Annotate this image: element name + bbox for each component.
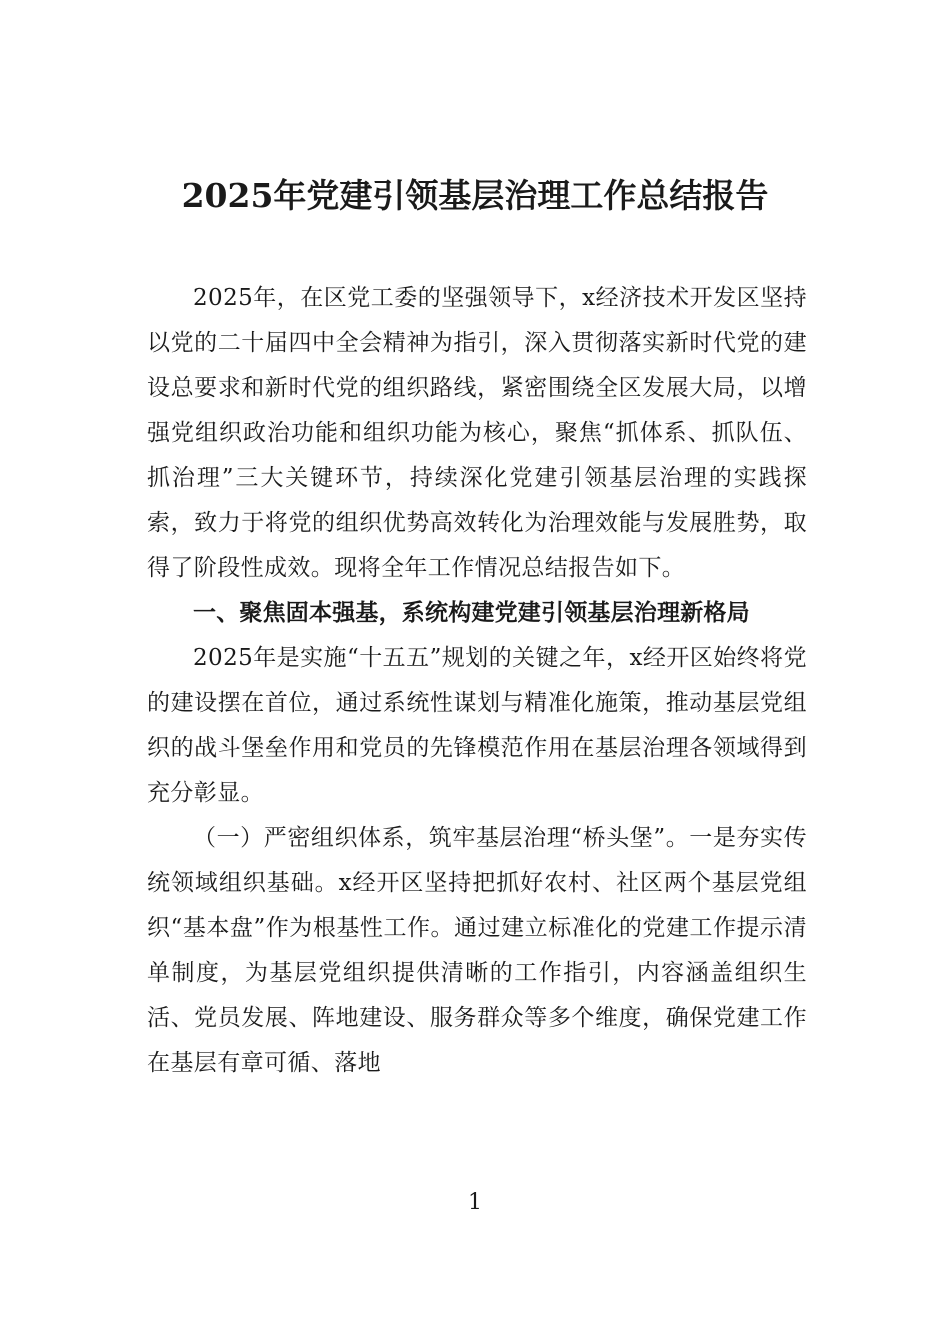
document-body bbox=[147, 276, 807, 1086]
subsection-1-paragraph: （一）严密组织体系，筑牢基层治理“桥头堡”。一是夯实传统领域组织基础。x经开区坚持把抓好农村、社区两个基层党组织“基本盘”作为根基性工作。通过建立标准化的党建工作提示清单制度，为基层党组织提供清晰的工作指引，内容涵盖组织生活、党员发展、阵地建设、服务群众等多个维度，确保党建工作在基层有章可循、落地 bbox=[147, 825, 807, 1076]
section-1-paragraph: 2025年是实施“十五五”规划的关键之年，x经开区始终将党的建设摆在首位，通过系统性谋划与精准化施策，推动基层党组织的战斗堡垒作用和党员的先锋模范作用在基层治理各领域得到充分彰显。 bbox=[147, 645, 807, 806]
document-title: 2025年党建引领基层治理工作总结报告 bbox=[181, 176, 769, 215]
section-heading-1: 一、聚焦固本强基，系统构建党建引领基层治理新格局 bbox=[193, 600, 750, 626]
intro-paragraph: 2025年，在区党工委的坚强领导下，x经济技术开发区坚持以党的二十届四中全会精神为指引，深入贯彻落实新时代党的建设总要求和新时代党的组织路线，紧密围绕全区发展大局，以增强党组织政治功能和组织功能为核心，聚焦“抓体系、抓队伍、抓治理”三大关键环节，持续深化党建引领基层治理的实践探索，致力于将党的组织优势高效转化为治理效能与发展胜势，取得了阶段性成效。现将全年工作情况总结报告如下。 bbox=[147, 285, 807, 581]
page-number: 1 bbox=[468, 1190, 482, 1215]
